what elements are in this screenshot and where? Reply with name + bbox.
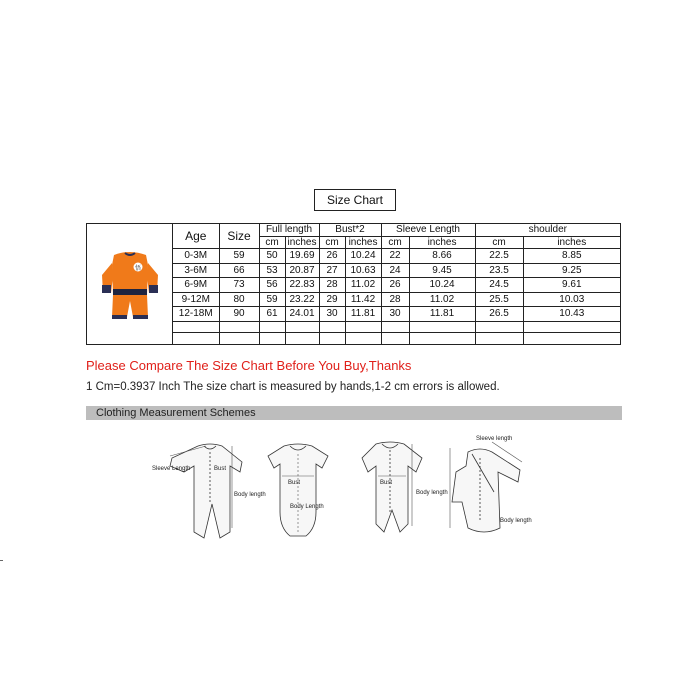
table-cell (173, 321, 219, 332)
table-cell: 9.45 (409, 263, 475, 277)
table-cell: 66 (219, 263, 259, 277)
label-sleeve-length: Sleeve Length (152, 466, 191, 472)
empty-table-row (173, 333, 620, 344)
short-romper-diagram (362, 442, 448, 532)
empty-table-row (173, 321, 620, 332)
table-cell (259, 333, 285, 344)
table-cell: 10.43 (523, 307, 620, 321)
table-cell: 28 (319, 278, 345, 292)
header-sleeve-length: Sleeve Length (381, 224, 475, 236)
table-cell: 10.03 (523, 292, 620, 306)
table-cell: 11.02 (409, 292, 475, 306)
romper-icon (100, 245, 160, 323)
table-cell: 24.5 (475, 278, 523, 292)
table-cell (219, 321, 259, 332)
svg-text:悟: 悟 (134, 265, 141, 272)
table-cell: 3-6M (173, 263, 219, 277)
table-cell: 59 (259, 292, 285, 306)
table-cell: 29 (319, 292, 345, 306)
edge-mark (0, 560, 3, 561)
unit-inches: inches (523, 236, 620, 248)
table-row (173, 278, 620, 292)
table-row (173, 263, 620, 277)
table-cell: 26 (381, 278, 409, 292)
table-cell: 53 (259, 263, 285, 277)
label-body-length: Body length (500, 518, 532, 524)
table-cell: 26.5 (475, 307, 523, 321)
table-cell: 56 (259, 278, 285, 292)
table-cell: 9.61 (523, 278, 620, 292)
table-row (173, 249, 620, 263)
table-cell (409, 333, 475, 344)
table-cell: 24 (381, 263, 409, 277)
table-cell: 26 (319, 249, 345, 263)
bodysuit-diagram (268, 444, 328, 536)
label-body-length: Body length (416, 490, 448, 496)
table-cell (285, 333, 319, 344)
table-cell: 90 (219, 307, 259, 321)
table-cell: 8.85 (523, 249, 620, 263)
table-cell: 10.24 (409, 278, 475, 292)
table-cell (259, 321, 285, 332)
header-shoulder: shoulder (475, 224, 620, 236)
size-table-body (173, 249, 620, 344)
table-cell: 23.5 (475, 263, 523, 277)
table-row (173, 292, 620, 306)
table-cell (475, 321, 523, 332)
table-cell: 59 (219, 249, 259, 263)
table-cell: 20.87 (285, 263, 319, 277)
table-row (173, 307, 620, 321)
table-cell: 10.63 (345, 263, 381, 277)
unit-cm: cm (259, 236, 285, 248)
table-cell: 80 (219, 292, 259, 306)
table-cell: 0-3M (173, 249, 219, 263)
table-cell: 11.81 (409, 307, 475, 321)
table-cell (345, 333, 381, 344)
table-cell (319, 333, 345, 344)
label-body-length: Body length (234, 492, 266, 498)
table-cell: 22.83 (285, 278, 319, 292)
table-cell (381, 333, 409, 344)
size-table (173, 224, 620, 344)
table-cell: 23.22 (285, 292, 319, 306)
size-chart (86, 223, 621, 345)
table-cell: 8.66 (409, 249, 475, 263)
table-cell: 30 (381, 307, 409, 321)
table-cell (285, 321, 319, 332)
table-cell: 9.25 (523, 263, 620, 277)
section-title-bar: Clothing Measurement Schemes (86, 406, 622, 420)
table-cell: 19.69 (285, 249, 319, 263)
unit-inches: inches (345, 236, 381, 248)
table-cell (409, 321, 475, 332)
label-bust: Bust (288, 480, 301, 486)
table-cell (345, 321, 381, 332)
table-cell (381, 321, 409, 332)
table-cell: 28 (381, 292, 409, 306)
header-bust: Bust*2 (319, 224, 381, 236)
table-cell (173, 333, 219, 344)
header-size: Size (219, 224, 259, 249)
table-cell: 6-9M (173, 278, 219, 292)
table-cell: 11.02 (345, 278, 381, 292)
unit-inches: inches (285, 236, 319, 248)
table-cell: 61 (259, 307, 285, 321)
unit-cm: cm (381, 236, 409, 248)
table-cell: 12-18M (173, 307, 219, 321)
table-cell (219, 333, 259, 344)
romper-photo (87, 224, 173, 344)
compare-notice: Please Compare The Size Chart Before You Buy,Thanks (86, 358, 412, 373)
label-body-length: Body Length (290, 504, 324, 510)
table-cell: 11.42 (345, 292, 381, 306)
table-cell: 27 (319, 263, 345, 277)
table-cell: 22.5 (475, 249, 523, 263)
table-cell: 73 (219, 278, 259, 292)
measurement-diagrams (150, 432, 540, 552)
table-cell: 22 (381, 249, 409, 263)
table-cell (319, 321, 345, 332)
table-cell: 24.01 (285, 307, 319, 321)
table-cell (523, 321, 620, 332)
table-cell (523, 333, 620, 344)
kimono-romper-diagram (450, 436, 532, 532)
label-bust: Bust (214, 466, 227, 472)
size-chart-title: Size Chart (314, 189, 396, 211)
label-sleeve-length: Sleeve length (476, 436, 513, 442)
label-bust: Bust (380, 480, 393, 486)
unit-cm: cm (319, 236, 345, 248)
table-cell: 25.5 (475, 292, 523, 306)
header-full-length: Full length (259, 224, 319, 236)
table-cell: 50 (259, 249, 285, 263)
measurement-note: 1 Cm=0.3937 Inch The size chart is measured by hands,1-2 cm errors is allowed. (86, 381, 500, 393)
romper-longsleeve-diagram (152, 444, 266, 538)
table-cell: 30 (319, 307, 345, 321)
table-cell: 10.24 (345, 249, 381, 263)
header-age: Age (173, 224, 219, 249)
unit-cm: cm (475, 236, 523, 248)
table-cell: 11.81 (345, 307, 381, 321)
table-cell: 9-12M (173, 292, 219, 306)
unit-inches: inches (409, 236, 475, 248)
table-cell (475, 333, 523, 344)
